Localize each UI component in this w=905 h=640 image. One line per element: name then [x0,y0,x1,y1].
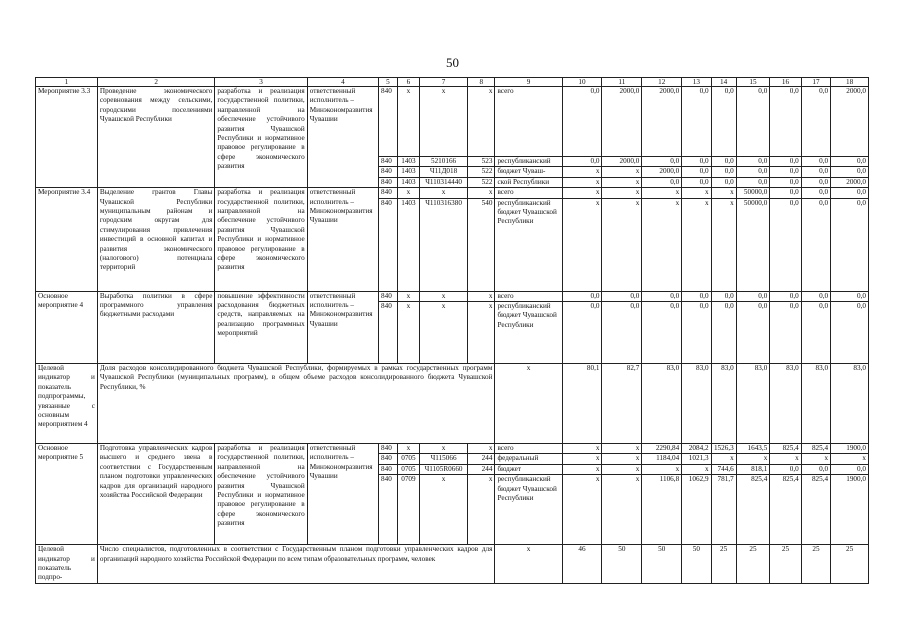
table-row [36,87,869,157]
column-header: 1 [36,78,98,87]
cell: 522 [468,177,495,187]
cell: x [602,177,642,187]
cell: 50 [682,545,711,584]
cell: 523 [468,157,495,167]
cell: 46 [562,545,602,584]
cell: 2000,0 [602,87,642,157]
cell: 840 [379,444,398,454]
row-label: Целевой индикатор и показатель подпро- [36,545,98,584]
cell: 840 [379,188,398,198]
cell: x [602,198,642,291]
cell: 0,0 [801,87,830,157]
cell: 0,0 [602,302,642,364]
cell: 0,0 [770,188,801,198]
cell: 25 [736,545,770,584]
cell: 82,7 [602,364,642,444]
column-header: 12 [642,78,682,87]
cell: 840 [379,167,398,177]
cell: x [495,364,562,444]
expected-result: разработка и реализация государственной политики, направленной на обеспечение устойчивого развития Чувашской Республики и нормативное правовое регулирование в сфере экономического развития [215,188,307,291]
cell: x [801,454,830,464]
cell: 0,0 [736,177,770,187]
cell: 0,0 [682,177,711,187]
column-header: 6 [397,78,419,87]
page-number: 50 [446,55,459,70]
cell: x [562,475,602,545]
cell: 50 [602,545,642,584]
column-header: 8 [468,78,495,87]
cell: 25 [801,545,830,584]
cell: x [562,177,602,187]
cell: 1526,3 [711,444,736,454]
cell: 0,0 [711,291,736,301]
cell: x [711,454,736,464]
cell: 825,4 [770,444,801,454]
cell: 0,0 [711,302,736,364]
indicator-row [36,364,869,444]
cell: 2000,0 [831,87,869,157]
cell: x [419,291,467,301]
cell: Ч11Д018 [419,167,467,177]
cell: 0,0 [770,177,801,187]
column-header: 2 [97,78,215,87]
cell: 25 [711,545,736,584]
cell: Ч115066 [419,454,467,464]
cell: 0705 [397,454,419,464]
cell: 0,0 [711,87,736,157]
measure-name: Проведение экономического соревнования между сельскими, городскими поселениями Чувашской Республики [97,87,215,188]
cell: 0,0 [831,188,869,198]
cell: 50 [642,545,682,584]
cell: x [468,444,495,454]
cell: бюджет Чуваш- [495,167,562,177]
cell: федеральный [495,454,562,464]
measure-name: Выделение грантов Главы Чувашской Республики муниципальным районам и городским округам для стимулирования привлечения инвестиций в основной капитал и развития экономического (налогового) потенциала территорий [97,188,215,291]
row-label: Мероприятие 3.3 [36,87,98,188]
column-header: 17 [801,78,830,87]
cell: x [711,198,736,291]
cell: 840 [379,157,398,167]
cell: ской Республики [495,177,562,187]
cell: 83,0 [711,364,736,444]
cell: 840 [379,198,398,291]
cell: 83,0 [642,364,682,444]
row-label: Мероприятие 3.4 [36,188,98,291]
cell: Ч110316380 [419,198,467,291]
column-header: 16 [770,78,801,87]
header-row [36,78,869,87]
cell: 50000,0 [736,188,770,198]
column-header: 10 [562,78,602,87]
cell: x [419,475,467,545]
cell: 0,0 [736,157,770,167]
cell: 1643,5 [736,444,770,454]
column-header: 5 [379,78,398,87]
cell: 0,0 [562,291,602,301]
cell: x [642,464,682,474]
column-header: 14 [711,78,736,87]
cell: x [602,464,642,474]
cell: x [397,444,419,454]
column-header: 13 [682,78,711,87]
cell: 244 [468,454,495,464]
cell: 2290,84 [642,444,682,454]
cell: республиканский бюджет Чувашской Республики [495,198,562,291]
cell: x [642,198,682,291]
cell: 1403 [397,198,419,291]
cell: x [419,87,467,157]
cell: 1403 [397,177,419,187]
cell: 0,0 [711,167,736,177]
cell: 0,0 [682,157,711,167]
cell: 0,0 [801,188,830,198]
cell: 840 [379,291,398,301]
cell: 840 [379,87,398,157]
cell: 825,4 [801,475,830,545]
cell: 840 [379,475,398,545]
cell: 0,0 [562,157,602,167]
budget-table [35,77,869,584]
cell: 83,0 [770,364,801,444]
cell: 1062,9 [682,475,711,545]
cell: 0,0 [562,302,602,364]
cell: x [468,475,495,545]
cell: республиканский бюджет Чувашской Республики [495,475,562,545]
cell: 0,0 [736,302,770,364]
cell: x [468,291,495,301]
cell: x [711,188,736,198]
cell: 2000,0 [602,157,642,167]
cell: x [602,454,642,464]
cell: 840 [379,302,398,364]
cell: 0,0 [831,167,869,177]
cell: 80,1 [562,364,602,444]
cell: 0,0 [736,87,770,157]
cell: 522 [468,167,495,177]
cell: 0,0 [711,157,736,167]
cell: 83,0 [682,364,711,444]
column-header: 15 [736,78,770,87]
cell: всего [495,444,562,454]
column-header: 9 [495,78,562,87]
cell: 0,0 [770,198,801,291]
cell: 1900,0 [831,444,869,454]
measure-name: Выработка политики в сфере программного управления бюджетными расходами [97,291,215,363]
cell: 0,0 [642,157,682,167]
cell: 0,0 [642,302,682,364]
cell: x [468,302,495,364]
cell: 2084,2 [682,444,711,454]
cell: 0,0 [801,302,830,364]
cell: 0,0 [562,87,602,157]
cell: 0,0 [770,87,801,157]
cell: 825,4 [736,475,770,545]
cell: Ч1105R0660 [419,464,467,474]
responsible: ответственный исполнитель – Минэкономразвития Чувашии [307,291,378,363]
cell: 825,4 [801,444,830,454]
column-header: 11 [602,78,642,87]
cell: Ч110314440 [419,177,467,187]
cell: 0,0 [682,291,711,301]
row-label: Основное мероприятие 4 [36,291,98,363]
cell: 0,0 [831,464,869,474]
cell: 0709 [397,475,419,545]
cell: 0,0 [770,167,801,177]
cell: 0,0 [801,198,830,291]
column-header: 3 [215,78,307,87]
cell: 0,0 [682,87,711,157]
cell: 0,0 [770,302,801,364]
cell: 1900,0 [831,475,869,545]
cell: x [495,545,562,584]
cell: 83,0 [801,364,830,444]
cell: 2000,0 [831,177,869,187]
cell: x [419,302,467,364]
cell: 83,0 [831,364,869,444]
cell: 25 [770,545,801,584]
responsible: ответственный исполнитель – Минэкономразвития Чувашии [307,444,378,545]
cell: 840 [379,454,398,464]
indicator-row [36,545,869,584]
cell: 5210166 [419,157,467,167]
cell: бюджет [495,464,562,474]
cell: 0,0 [770,291,801,301]
table-row [36,188,869,198]
cell: x [562,454,602,464]
cell: 1403 [397,167,419,177]
expected-result: разработка и реализация государственной политики, направленной на обеспечение устойчивого развития Чувашской Республики и нормативное правовое регулирование в сфере экономического развития [215,87,307,188]
cell: 50000,0 [736,198,770,291]
cell: 2000,0 [642,87,682,157]
cell: x [562,167,602,177]
responsible: ответственный исполнитель – Минэкономразвития Чувашии [307,87,378,188]
indicator-text: Доля расходов консолидированного бюджета Чувашской Республики, формируемых в рамках государственных программ Чувашской Республики (муниципальных программ), в общем объеме расходов консолидированного бюджета Чувашской Республики, % [97,364,495,444]
cell: x [419,444,467,454]
column-header: 4 [307,78,378,87]
cell: x [602,444,642,454]
cell: 0,0 [801,177,830,187]
cell: 0,0 [682,167,711,177]
cell: x [642,188,682,198]
cell: x [562,188,602,198]
cell: 540 [468,198,495,291]
cell: 1021,3 [682,454,711,464]
cell: 0,0 [642,291,682,301]
cell: 1403 [397,157,419,167]
cell: 744,6 [711,464,736,474]
cell: x [397,302,419,364]
expected-result: повышение эффективности расходования бюджетных средств, направляемых на реализацию программных мероприятий [215,291,307,363]
cell: 0,0 [736,167,770,177]
cell: всего [495,87,562,157]
cell: x [397,87,419,157]
cell: 0,0 [642,177,682,187]
cell: 0,0 [602,291,642,301]
row-label: Основное мероприятие 5 [36,444,98,545]
cell: 0,0 [831,291,869,301]
cell: 0,0 [831,157,869,167]
cell: 1184,04 [642,454,682,464]
cell: 818,1 [736,464,770,474]
cell: 781,7 [711,475,736,545]
cell: 840 [379,177,398,187]
cell: 244 [468,464,495,474]
cell: x [562,464,602,474]
cell: x [770,454,801,464]
cell: x [468,87,495,157]
table-row [36,444,869,454]
cell: x [736,454,770,464]
cell: x [602,167,642,177]
cell: 0,0 [801,464,830,474]
cell: 0,0 [831,302,869,364]
cell: 25 [831,545,869,584]
cell: x [682,198,711,291]
cell: x [419,188,467,198]
cell: x [682,464,711,474]
cell: 0,0 [801,167,830,177]
cell: x [562,444,602,454]
cell: 0,0 [801,157,830,167]
cell: 1106,8 [642,475,682,545]
cell: 0,0 [770,157,801,167]
cell: x [397,188,419,198]
cell: x [468,188,495,198]
indicator-text: Число специалистов, подготовленных в соответствии с Государственным планом подготовки управленческих кадров для организаций народного хозяйства Российской Федерации по всем типам образовательных программ, человек [97,545,495,584]
cell: 2000,0 [642,167,682,177]
row-label: Целевой индикатор и показатель подпрограммы, увязанные с основным мероприятием 4 [36,364,98,444]
cell: 0,0 [801,291,830,301]
cell: x [682,188,711,198]
cell: x [602,475,642,545]
cell: 0,0 [711,177,736,187]
measure-name: Подготовка управленческих кадров высшего и среднего звена в соответствии с Государственным планом подготовки управленческих кадров для организаций народного хозяйства Российской Федерации [97,444,215,545]
cell: 825,4 [770,475,801,545]
column-header: 18 [831,78,869,87]
cell: 83,0 [736,364,770,444]
cell: всего [495,188,562,198]
cell: республиканский бюджет Чувашской Республики [495,302,562,364]
cell: 0,0 [682,302,711,364]
table-row [36,291,869,301]
cell: x [602,188,642,198]
cell: 0,0 [770,464,801,474]
expected-result: разработка и реализация государственной политики, направленной на обеспечение устойчивого развития Чувашской Республики и нормативное правовое регулирование в сфере экономического развития [215,444,307,545]
cell: 0,0 [736,291,770,301]
cell: всего [495,291,562,301]
cell: 0,0 [831,198,869,291]
cell: 0705 [397,464,419,474]
responsible: ответственный исполнитель – Минэкономразвития Чувашии [307,188,378,291]
cell: республиканский [495,157,562,167]
column-header: 7 [419,78,467,87]
cell: x [397,291,419,301]
cell: x [831,454,869,464]
cell: x [562,198,602,291]
cell: 840 [379,464,398,474]
